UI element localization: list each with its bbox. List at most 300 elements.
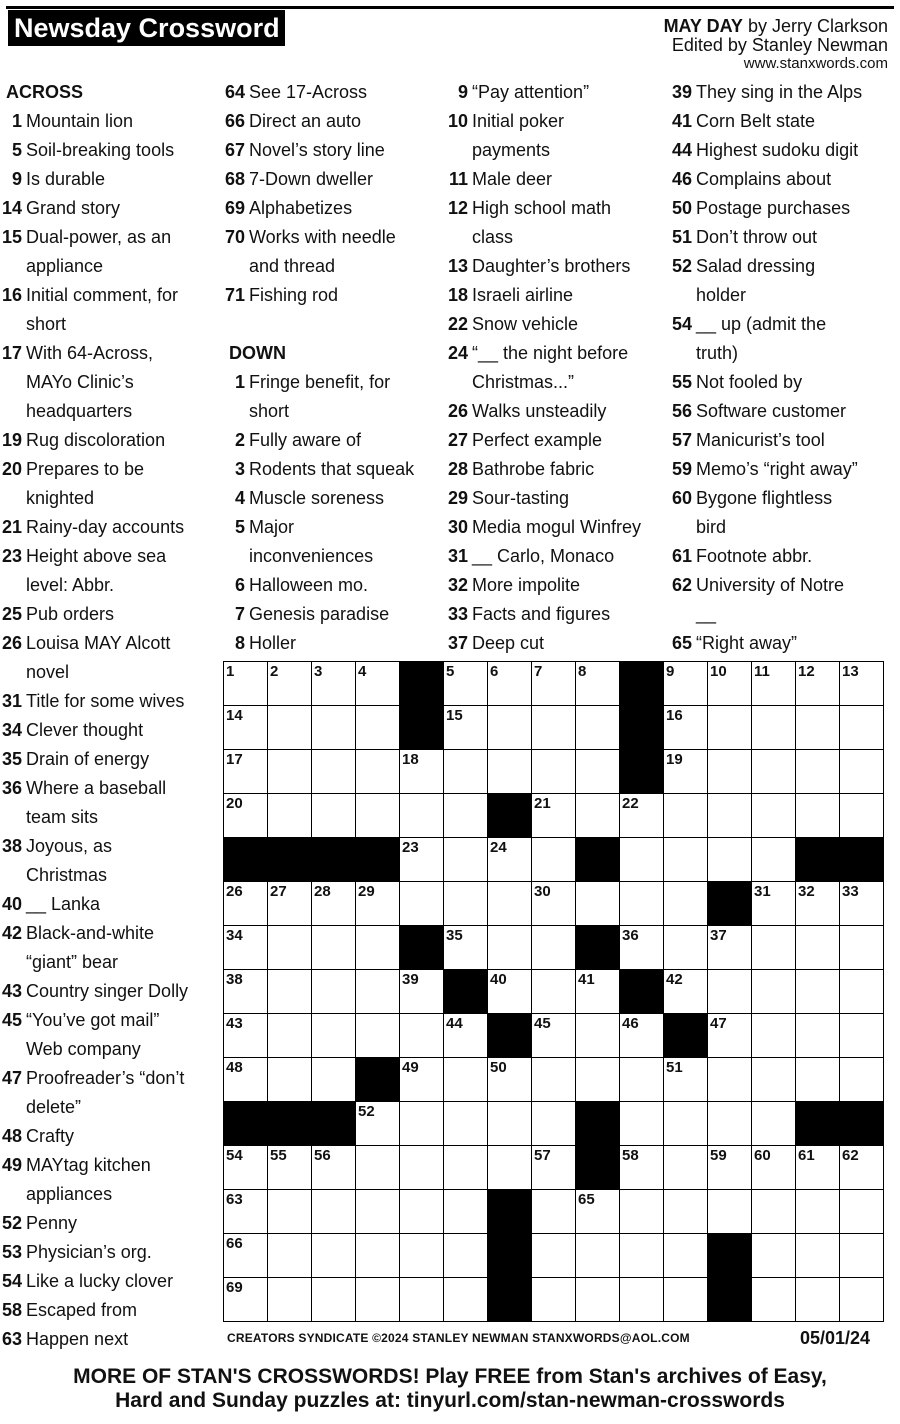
grid-cell[interactable] xyxy=(752,1278,796,1322)
clue-text: Grand story xyxy=(26,198,121,218)
black-square xyxy=(664,1014,708,1058)
grid-cell[interactable] xyxy=(664,882,708,926)
cell-number: 18 xyxy=(402,751,419,768)
clue-number: 9 xyxy=(457,82,468,102)
grid-cell[interactable] xyxy=(532,1058,576,1102)
clue-text: Perfect example xyxy=(472,430,603,450)
clue-text: “Pay attention” xyxy=(472,82,590,102)
grid-cell[interactable] xyxy=(532,926,576,970)
grid-cell[interactable] xyxy=(400,882,444,926)
grid-cell[interactable] xyxy=(752,1146,796,1190)
grid-cell[interactable] xyxy=(708,1058,752,1102)
grid-cell[interactable] xyxy=(796,662,840,706)
grid-cell[interactable] xyxy=(620,1014,664,1058)
grid-cell[interactable] xyxy=(444,1146,488,1190)
grid-cell[interactable] xyxy=(268,970,312,1014)
cell-number: 35 xyxy=(446,927,463,944)
grid-cell[interactable] xyxy=(796,1190,840,1234)
grid-cell[interactable] xyxy=(576,1014,620,1058)
grid-cell[interactable] xyxy=(576,706,620,750)
grid-cell[interactable] xyxy=(444,1014,488,1058)
grid-cell[interactable] xyxy=(356,970,400,1014)
grid-cell[interactable] xyxy=(224,662,268,706)
clue-number: 32 xyxy=(447,575,468,595)
grid-cell[interactable] xyxy=(620,926,664,970)
grid-cell[interactable] xyxy=(488,882,532,926)
grid-cell[interactable] xyxy=(708,750,752,794)
clue-text: Fishing rod xyxy=(249,285,339,305)
clue-text: Not fooled by xyxy=(696,372,803,392)
grid-cell[interactable] xyxy=(400,1102,444,1146)
clue-text: __ xyxy=(696,604,717,624)
clue-number: 18 xyxy=(447,285,468,305)
grid-cell[interactable] xyxy=(224,1146,268,1190)
cell-number: 66 xyxy=(226,1235,243,1252)
grid-cell[interactable] xyxy=(752,838,796,882)
grid-cell[interactable] xyxy=(532,1234,576,1278)
grid-cell[interactable] xyxy=(268,1190,312,1234)
grid-cell[interactable] xyxy=(356,926,400,970)
grid-cell[interactable] xyxy=(664,1278,708,1322)
clue-text: Happen next xyxy=(26,1329,129,1349)
clue-text: Drain of energy xyxy=(26,749,150,769)
grid-cell[interactable] xyxy=(708,1102,752,1146)
grid-cell[interactable] xyxy=(224,970,268,1014)
grid-cell[interactable] xyxy=(312,750,356,794)
cell-number: 32 xyxy=(798,883,815,900)
clue-text: Male deer xyxy=(472,169,553,189)
grid-cell[interactable] xyxy=(488,838,532,882)
grid-cell[interactable] xyxy=(400,794,444,838)
grid-cell[interactable] xyxy=(752,1190,796,1234)
clue-text: Footnote abbr. xyxy=(696,546,813,566)
grid-cell[interactable] xyxy=(224,750,268,794)
black-square xyxy=(356,838,400,882)
grid-cell[interactable] xyxy=(664,1102,708,1146)
grid-cell[interactable] xyxy=(708,1014,752,1058)
black-square xyxy=(488,1014,532,1058)
grid-cell[interactable] xyxy=(268,926,312,970)
clue-text: Highest sudoku digit xyxy=(696,140,859,160)
grid-cell[interactable] xyxy=(576,1234,620,1278)
grid-cell[interactable] xyxy=(224,706,268,750)
clue-number: 60 xyxy=(671,488,692,508)
clue-text: More impolite xyxy=(472,575,581,595)
grid-cell[interactable] xyxy=(444,1278,488,1322)
grid-cell[interactable] xyxy=(796,1234,840,1278)
clue-number: 22 xyxy=(447,314,468,334)
grid-cell[interactable] xyxy=(356,1190,400,1234)
black-square xyxy=(356,1058,400,1102)
grid-cell[interactable] xyxy=(708,838,752,882)
puzzle-title: MAY DAY xyxy=(663,16,743,36)
grid-cell[interactable] xyxy=(796,926,840,970)
grid-cell[interactable] xyxy=(268,1234,312,1278)
grid-cell[interactable] xyxy=(576,970,620,1014)
grid-cell[interactable] xyxy=(532,1146,576,1190)
grid-cell[interactable] xyxy=(268,1014,312,1058)
cell-number: 1 xyxy=(226,663,235,680)
grid-cell[interactable] xyxy=(532,970,576,1014)
grid-cell[interactable] xyxy=(356,1234,400,1278)
clue-text: Software customer xyxy=(696,401,847,421)
grid-cell[interactable] xyxy=(312,662,356,706)
clue-number: 52 xyxy=(671,256,692,276)
grid-cell[interactable] xyxy=(752,882,796,926)
cell-number: 56 xyxy=(314,1147,331,1164)
clue-number: 68 xyxy=(224,169,245,189)
grid-cell[interactable] xyxy=(444,838,488,882)
clue-text: __ Lanka xyxy=(26,894,101,914)
grid-cell[interactable] xyxy=(840,794,884,838)
clue-number: 29 xyxy=(447,488,468,508)
grid-cell[interactable] xyxy=(796,970,840,1014)
grid-cell[interactable] xyxy=(312,1014,356,1058)
clue-number: 25 xyxy=(1,604,22,624)
grid-cell[interactable] xyxy=(840,882,884,926)
grid-cell[interactable] xyxy=(708,970,752,1014)
grid-cell[interactable] xyxy=(444,1102,488,1146)
grid-cell[interactable] xyxy=(708,706,752,750)
grid-cell[interactable] xyxy=(576,882,620,926)
cell-number: 45 xyxy=(534,1015,551,1032)
grid-cell[interactable] xyxy=(752,1058,796,1102)
grid-cell[interactable] xyxy=(532,706,576,750)
grid-cell[interactable] xyxy=(444,794,488,838)
grid-cell[interactable] xyxy=(444,1190,488,1234)
black-square xyxy=(312,838,356,882)
clue-text: short xyxy=(26,314,67,334)
grid-cell[interactable] xyxy=(312,1234,356,1278)
clue-number: 51 xyxy=(671,227,692,247)
clue-text: class xyxy=(472,227,514,247)
grid-cell[interactable] xyxy=(400,1278,444,1322)
grid-cell[interactable] xyxy=(576,1058,620,1102)
grid-cell[interactable] xyxy=(532,1278,576,1322)
grid-cell[interactable] xyxy=(840,750,884,794)
grid-cell[interactable] xyxy=(532,750,576,794)
grid-cell[interactable] xyxy=(356,794,400,838)
clue-number: 9 xyxy=(11,169,22,189)
grid-cell[interactable] xyxy=(620,1146,664,1190)
grid-cell[interactable] xyxy=(400,1146,444,1190)
grid-cell[interactable] xyxy=(400,750,444,794)
grid-cell[interactable] xyxy=(708,662,752,706)
grid-cell[interactable] xyxy=(532,838,576,882)
clue-text: Facts and figures xyxy=(472,604,611,624)
clue-number: 23 xyxy=(1,546,22,566)
grid-cell[interactable] xyxy=(356,706,400,750)
website-link[interactable]: www.stanxwords.com xyxy=(743,55,888,72)
grid-cell[interactable] xyxy=(400,1058,444,1102)
grid-cell[interactable] xyxy=(268,794,312,838)
cell-number: 24 xyxy=(490,839,507,856)
grid-cell[interactable] xyxy=(312,706,356,750)
clue-text: Dual-power, as an xyxy=(26,227,172,247)
grid-cell[interactable] xyxy=(444,750,488,794)
clue-text: High school math xyxy=(472,198,612,218)
grid-cell[interactable] xyxy=(268,882,312,926)
clue-text: Rainy-day accounts xyxy=(26,517,185,537)
black-square xyxy=(796,838,840,882)
grid-cell[interactable] xyxy=(752,1102,796,1146)
grid-cell[interactable] xyxy=(840,1058,884,1102)
black-square xyxy=(576,1102,620,1146)
grid-cell[interactable] xyxy=(356,1014,400,1058)
grid-cell[interactable] xyxy=(268,1146,312,1190)
grid-cell[interactable] xyxy=(840,926,884,970)
grid-cell[interactable] xyxy=(664,706,708,750)
grid-cell[interactable] xyxy=(312,926,356,970)
grid-cell[interactable] xyxy=(796,1278,840,1322)
clue-text: novel xyxy=(26,662,70,682)
clue-number: 15 xyxy=(1,227,22,247)
cell-number: 39 xyxy=(402,971,419,988)
grid-cell[interactable] xyxy=(796,1058,840,1102)
grid-cell[interactable] xyxy=(664,662,708,706)
clue-text: With 64-Across, xyxy=(26,343,154,363)
grid-cell[interactable] xyxy=(664,794,708,838)
grid-cell[interactable] xyxy=(708,926,752,970)
grid-cell[interactable] xyxy=(840,1234,884,1278)
clue-text: Christmas xyxy=(26,865,108,885)
grid-cell[interactable] xyxy=(444,1234,488,1278)
grid-cell[interactable] xyxy=(752,750,796,794)
black-square xyxy=(840,1102,884,1146)
cell-number: 65 xyxy=(578,1191,595,1208)
clue-text: appliance xyxy=(26,256,104,276)
grid-cell[interactable] xyxy=(268,750,312,794)
grid-cell[interactable] xyxy=(488,662,532,706)
clue-text: MAYtag kitchen xyxy=(26,1155,151,1175)
grid-cell[interactable] xyxy=(312,1278,356,1322)
grid-cell[interactable] xyxy=(664,1190,708,1234)
grid-cell[interactable] xyxy=(488,1146,532,1190)
grid-cell[interactable] xyxy=(620,838,664,882)
grid-cell[interactable] xyxy=(752,794,796,838)
clue-text: Halloween mo. xyxy=(249,575,369,595)
clue-text: Muscle soreness xyxy=(249,488,385,508)
clue-text: Don’t throw out xyxy=(696,227,818,247)
grid-cell[interactable] xyxy=(664,1234,708,1278)
grid-cell[interactable] xyxy=(752,1014,796,1058)
grid-cell[interactable] xyxy=(576,662,620,706)
clue-text: Fully aware of xyxy=(249,430,362,450)
cell-number: 46 xyxy=(622,1015,639,1032)
grid-cell[interactable] xyxy=(488,926,532,970)
grid-cell[interactable] xyxy=(796,1014,840,1058)
clue-text: Country singer Dolly xyxy=(26,981,189,1001)
grid-cell[interactable] xyxy=(400,970,444,1014)
grid-cell[interactable] xyxy=(312,794,356,838)
clue-number: 36 xyxy=(1,778,22,798)
grid-cell[interactable] xyxy=(664,838,708,882)
grid-cell[interactable] xyxy=(268,706,312,750)
grid-cell[interactable] xyxy=(796,750,840,794)
credits xyxy=(664,17,888,72)
grid-cell[interactable] xyxy=(532,1014,576,1058)
clue-number: 55 xyxy=(671,372,692,392)
clue-text: payments xyxy=(472,140,551,160)
grid-cell[interactable] xyxy=(532,882,576,926)
clue-number: 19 xyxy=(1,430,22,450)
clue-text: Louisa MAY Alcott xyxy=(26,633,171,653)
grid-cell[interactable] xyxy=(664,750,708,794)
grid-cell[interactable] xyxy=(444,706,488,750)
cell-number: 50 xyxy=(490,1059,507,1076)
grid-cell[interactable] xyxy=(312,1190,356,1234)
grid-cell[interactable] xyxy=(576,794,620,838)
cell-number: 23 xyxy=(402,839,419,856)
grid-cell[interactable] xyxy=(576,1278,620,1322)
grid-cell[interactable] xyxy=(796,1146,840,1190)
grid-cell[interactable] xyxy=(708,794,752,838)
grid-cell[interactable] xyxy=(268,662,312,706)
grid-cell[interactable] xyxy=(796,706,840,750)
grid-cell[interactable] xyxy=(400,1190,444,1234)
clue-text: level: Abbr. xyxy=(26,575,115,595)
clue-text: Clever thought xyxy=(26,720,144,740)
grid-cell[interactable] xyxy=(488,706,532,750)
grid-cell[interactable] xyxy=(532,662,576,706)
clue-number: 61 xyxy=(671,546,692,566)
grid-cell[interactable] xyxy=(224,882,268,926)
grid-cell[interactable] xyxy=(488,970,532,1014)
grid-cell[interactable] xyxy=(488,1058,532,1102)
grid-cell[interactable] xyxy=(620,882,664,926)
grid-cell[interactable] xyxy=(532,1190,576,1234)
clue-text: Soil-breaking tools xyxy=(26,140,175,160)
grid-cell[interactable] xyxy=(840,1190,884,1234)
clue-number: 47 xyxy=(1,1068,22,1088)
grid-cell[interactable] xyxy=(708,1146,752,1190)
grid-cell[interactable] xyxy=(224,1058,268,1102)
cell-number: 4 xyxy=(358,663,367,680)
grid-cell[interactable] xyxy=(840,662,884,706)
grid-cell[interactable] xyxy=(356,882,400,926)
grid-cell[interactable] xyxy=(224,926,268,970)
clue-text: Web company xyxy=(26,1039,141,1059)
grid-cell[interactable] xyxy=(796,882,840,926)
grid-cell[interactable] xyxy=(620,1190,664,1234)
grid-cell[interactable] xyxy=(532,1102,576,1146)
grid-cell[interactable] xyxy=(224,1190,268,1234)
grid-cell[interactable] xyxy=(620,1058,664,1102)
grid-cell[interactable] xyxy=(356,750,400,794)
grid-cell[interactable] xyxy=(752,1234,796,1278)
grid-cell[interactable] xyxy=(400,1234,444,1278)
clue-number: 7 xyxy=(234,604,245,624)
grid-cell[interactable] xyxy=(444,882,488,926)
black-square xyxy=(796,1102,840,1146)
grid-cell[interactable] xyxy=(840,1278,884,1322)
cell-number: 2 xyxy=(270,663,279,680)
clue-number: 34 xyxy=(1,720,22,740)
grid-cell[interactable] xyxy=(224,1234,268,1278)
grid-cell[interactable] xyxy=(400,838,444,882)
grid-cell[interactable] xyxy=(224,1014,268,1058)
grid-cell[interactable] xyxy=(752,970,796,1014)
promo-line: Hard and Sunday puzzles at: tinyurl.com/stan-newman-crosswords xyxy=(115,1389,785,1412)
grid-cell[interactable] xyxy=(224,1278,268,1322)
grid-cell[interactable] xyxy=(620,1102,664,1146)
clue-text: Physician’s org. xyxy=(26,1242,152,1262)
clue-text: Mountain lion xyxy=(26,111,134,131)
grid-cell[interactable] xyxy=(444,1058,488,1102)
cell-number: 13 xyxy=(842,663,859,680)
grid-cell[interactable] xyxy=(400,1014,444,1058)
clue-number: 65 xyxy=(671,633,692,653)
black-square xyxy=(708,1234,752,1278)
clue-text: bird xyxy=(696,517,727,537)
grid-cell[interactable] xyxy=(576,750,620,794)
grid-cell[interactable] xyxy=(356,1102,400,1146)
grid-cell[interactable] xyxy=(840,1146,884,1190)
clue-number: 71 xyxy=(224,285,245,305)
grid-cell[interactable] xyxy=(356,1278,400,1322)
clue-text: Manicurist’s tool xyxy=(696,430,825,450)
clue-text: 7-Down dweller xyxy=(249,169,374,189)
grid-cell[interactable] xyxy=(752,926,796,970)
grid-cell[interactable] xyxy=(664,926,708,970)
grid-cell[interactable] xyxy=(356,1146,400,1190)
grid-cell[interactable] xyxy=(708,1190,752,1234)
clue-number: 1 xyxy=(234,372,245,392)
grid-cell[interactable] xyxy=(312,970,356,1014)
grid-cell[interactable] xyxy=(840,706,884,750)
grid-cell[interactable] xyxy=(796,794,840,838)
grid-cell[interactable] xyxy=(840,1014,884,1058)
grid-cell[interactable] xyxy=(444,662,488,706)
cell-number: 63 xyxy=(226,1191,243,1208)
clue-text: “giant” bear xyxy=(26,952,119,972)
clue-text: Deep cut xyxy=(472,633,545,653)
clue-number: 20 xyxy=(1,459,22,479)
clue-text: Joyous, as xyxy=(26,836,113,856)
grid-cell[interactable] xyxy=(664,1058,708,1102)
grid-cell[interactable] xyxy=(620,1278,664,1322)
clue-text: “Right away” xyxy=(696,633,798,653)
grid-cell[interactable] xyxy=(356,662,400,706)
clue-text: delete” xyxy=(26,1097,82,1117)
grid-cell[interactable] xyxy=(620,1234,664,1278)
grid-cell[interactable] xyxy=(664,970,708,1014)
clue-number: 4 xyxy=(234,488,245,508)
grid-cell[interactable] xyxy=(444,926,488,970)
grid-cell[interactable] xyxy=(752,662,796,706)
grid-cell[interactable] xyxy=(620,794,664,838)
grid-cell[interactable] xyxy=(224,794,268,838)
clue-number: 11 xyxy=(448,169,468,189)
black-square xyxy=(576,926,620,970)
grid-cell[interactable] xyxy=(268,1058,312,1102)
grid-cell[interactable] xyxy=(312,882,356,926)
clue-text: Crafty xyxy=(26,1126,75,1146)
grid-cell[interactable] xyxy=(488,750,532,794)
grid-cell[interactable] xyxy=(312,1058,356,1102)
grid-cell[interactable] xyxy=(664,1146,708,1190)
grid-cell[interactable] xyxy=(488,1102,532,1146)
cell-number: 6 xyxy=(490,663,499,680)
grid-cell[interactable] xyxy=(532,794,576,838)
grid-cell[interactable] xyxy=(312,1146,356,1190)
section-heading: DOWN xyxy=(229,343,286,363)
clue-text: They sing in the Alps xyxy=(696,82,863,102)
grid-cell[interactable] xyxy=(752,706,796,750)
grid-cell[interactable] xyxy=(576,1190,620,1234)
grid-cell[interactable] xyxy=(268,1278,312,1322)
grid-cell[interactable] xyxy=(840,970,884,1014)
